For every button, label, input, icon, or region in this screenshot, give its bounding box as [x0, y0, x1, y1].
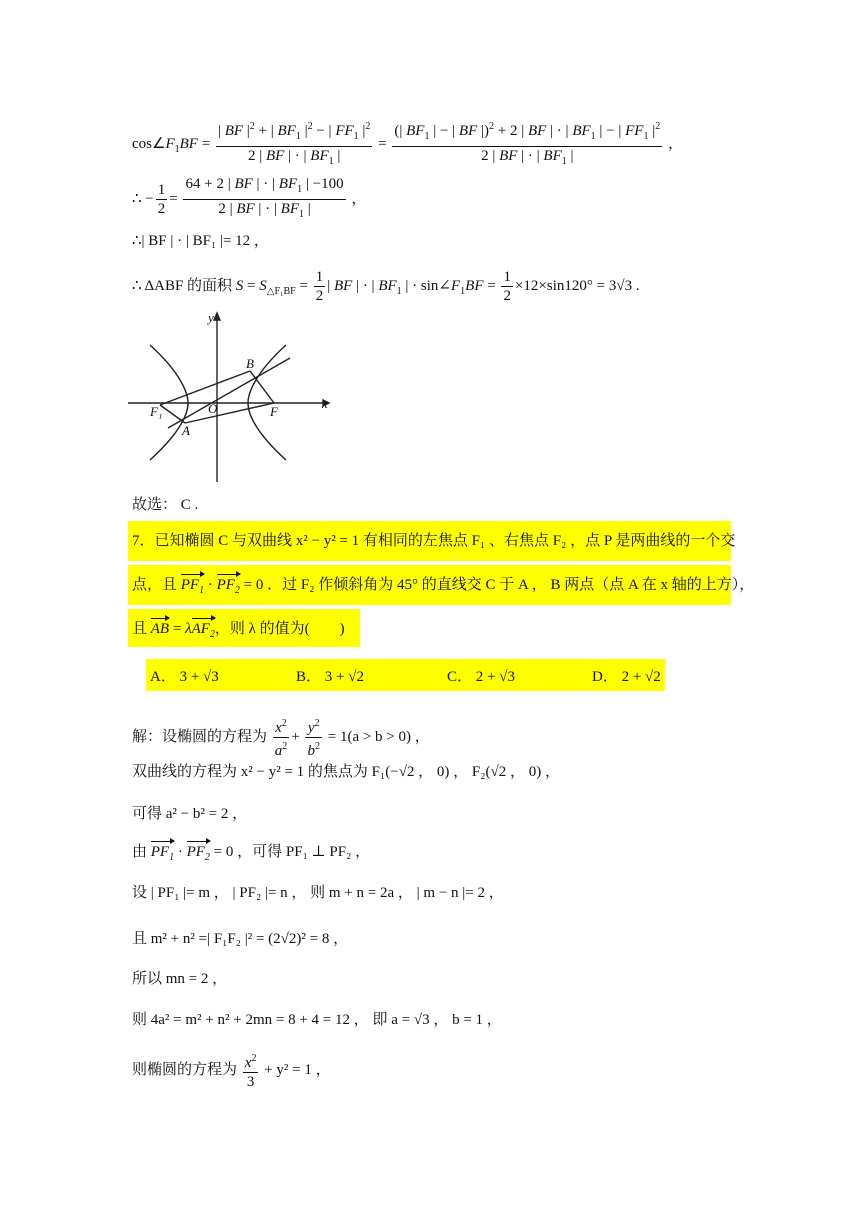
hyperbola-figure	[128, 310, 338, 485]
a-value-line: 则 4a² = m² + n² + 2mn = 8 + 4 = 12 ， 即 a = √3 ， b = 1 ，	[132, 1012, 502, 1028]
perpendicular-line: 由 $PF_1 \cdot PF_2 = 0$ ，可得 PF₁ ⊥ PF₂ ，	[132, 842, 370, 868]
label-y: y	[208, 310, 214, 325]
option-d[interactable]: D． 2 + √2	[592, 669, 661, 685]
a-b-relation: 可得 a² − b² = 2 ，	[132, 806, 248, 822]
question-line-1: 7．已知椭圆 C 与双曲线 x² − y² = 1 有相同的左焦点 F₁ 、右焦点 F₂ ，点 P 是两曲线的一个交	[132, 533, 736, 549]
frac-2: $\frac{(| BF_1 | - | BF |)^2 + 2 | BF | \cdot | BF_1 | - | FF_1 |^2}{2 | BF | \cdot | BF_1 |}$	[392, 118, 662, 171]
label-f: F	[270, 404, 278, 419]
choice-line: 故选： C .	[132, 497, 199, 513]
frac-1: $\frac{| BF |^2 + | BF_1 |^2 - | FF_1 |^2}{2 | BF | \cdot | BF_1 |}$	[216, 118, 372, 171]
label-o: O	[208, 401, 218, 416]
frac-3: $\frac{64 + 2 | BF | \cdot | BF_1 | -100}{2 | BF | \cdot | BF_1 |}$	[185, 176, 344, 220]
set-mn-line: 设 | PF₁ |= m ， | PF₂ |= n ， 则 m + n = 2a ， | m − n |= 2 ，	[132, 885, 504, 901]
sum-squares-line: 且 m² + n² =| F₁F₂ |² = (2√2)² = 8 ，	[132, 931, 349, 947]
line-f1-a	[160, 405, 185, 423]
mn-line: 所以 mn = 2 ，	[132, 971, 228, 987]
option-b[interactable]: B． 3 + √2	[296, 669, 364, 685]
therefore-line-2: ∴| BF | · | BF₁ |= 12 ，	[132, 233, 269, 249]
area-line: ∴ ΔABF 的面积 $S = S_{\triangle F_1BF}$ = $\frac{1}{2}$ | BF | · | $BF_1$ | · $\sin\angle F_1BF$ = $\frac{1}{2}$ ×12×sin120° = 3√3 .	[132, 269, 640, 304]
y-arrow	[214, 313, 220, 320]
option-c[interactable]: C． 2 + √3	[447, 669, 515, 685]
ellipse-equation-line: 则椭圆的方程为 $\frac{x^2}{3}$ + y² = 1 ，	[132, 1050, 331, 1091]
option-a[interactable]: A． 3 + √3	[150, 669, 219, 685]
question-line-2: 点，且 $PF_1 \cdot PF_2 = 0$ ．过 F₂ 作倾斜角为 45° 的直线交 C 于 A ， B 两点（点 A 在 x 轴的上方），	[132, 575, 754, 601]
label-x: x	[322, 396, 328, 411]
question-line-3: 且 AB = λAF$_2$，则 λ 的值为( )	[132, 619, 345, 645]
therefore-line-1: ∴ − $\frac{1}{2}$ = $\frac{64 + 2 | BF | \cdot | BF_1 | -100}{2 | BF | \cdot | BF_1 |}$ ，	[132, 175, 366, 224]
cos-formula-line: $\cos\angle F_1BF$ = $\frac{| BF |^2 + | BF_1 |^2 - | FF_1 |^2}{2 | BF | \cdot | BF_1 |}$ = $\frac{(| BF_1 | - | BF |)^2 + 2 | BF | \cdot | BF_1 | - | FF_1 |^2}{2 | BF | \cdot | BF_1 |}$ ，	[132, 118, 683, 171]
label-b: B	[246, 356, 254, 371]
line-b-f	[250, 371, 274, 403]
comma: ，	[667, 135, 683, 152]
solution-intro: 解：设椭圆的方程为 $\frac{x^2}{a^2}$ + $\frac{y^2}{b^2}$ = 1(a > b > 0) ，	[132, 715, 430, 760]
hyperbola-focus-line: 双曲线的方程为 x² − y² = 1 的焦点为 F₁(−√2 ， 0) ， F₂(√2 ， 0) ，	[132, 764, 560, 780]
label-f1: F₁	[150, 404, 163, 419]
label-a: A	[182, 423, 190, 438]
line-a-f	[185, 403, 274, 423]
